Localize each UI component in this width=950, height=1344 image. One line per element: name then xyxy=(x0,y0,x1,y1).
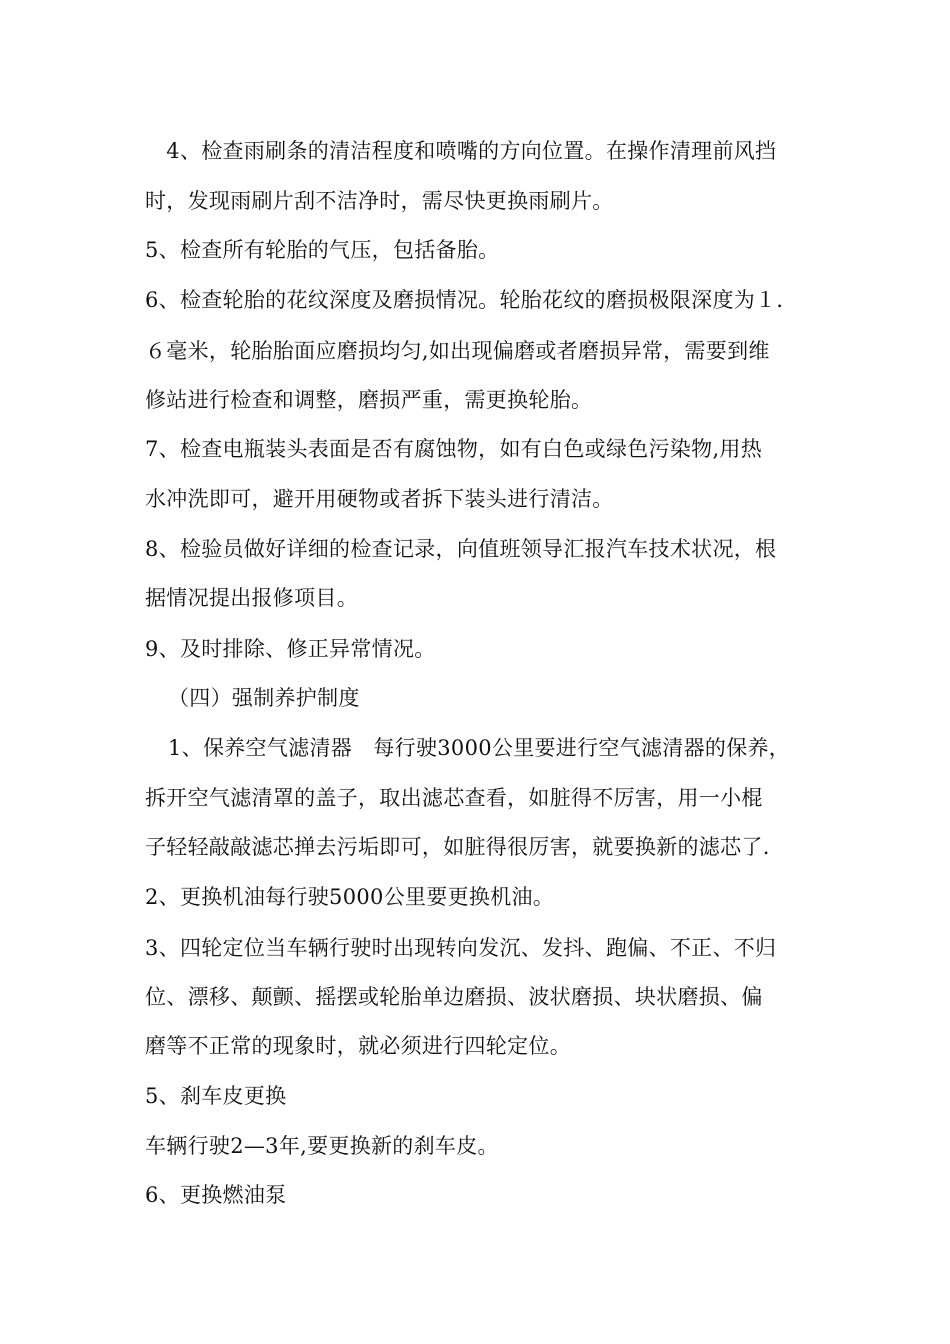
paragraph-line-11: 9、及时排除、修正异常情况。 xyxy=(145,637,436,661)
paragraph-line-16: 2、更换机油每行驶5000公里要更换机油。 xyxy=(145,885,555,909)
paragraph-line-14: 拆开空气滤清罩的盖子，取出滤芯查看，如脏得不厉害，用一小棍 xyxy=(145,786,763,810)
paragraph-line-20: 5、刹车皮更换 xyxy=(145,1084,287,1108)
paragraph-line-21: 车辆行驶2—3年,要更换新的刹车皮。 xyxy=(145,1134,499,1158)
paragraph-line-10: 据情况提出报修项目。 xyxy=(145,586,358,610)
paragraph-line-8: 水冲洗即可，避开用硬物或者拆下装头进行清洁。 xyxy=(145,487,614,511)
paragraph-line-3: 5、检查所有轮胎的气压，包括备胎。 xyxy=(145,238,500,262)
paragraph-line-1: 4、检查雨刷条的清洁程度和喷嘴的方向位置。在操作清理前风挡 xyxy=(145,139,777,163)
paragraph-line-13: 1、保养空气滤清器 每行驶3000公里要进行空气滤清器的保养， xyxy=(168,736,791,760)
paragraph-line-15: 子轻轻敲敲滤芯掸去污垢即可，如脏得很厉害，就要换新的滤芯了. xyxy=(145,835,770,859)
paragraph-line-2: 时，发现雨刷片刮不洁净时，需尽快更换雨刷片。 xyxy=(145,189,614,213)
section-heading: （四）强制养护制度 xyxy=(168,686,360,710)
paragraph-line-22: 6、更换燃油泵 xyxy=(145,1183,287,1207)
paragraph-line-6: 修站进行检查和调整，磨损严重，需更换轮胎。 xyxy=(145,388,593,412)
paragraph-line-19: 磨等不正常的现象时，就必须进行四轮定位。 xyxy=(145,1034,571,1058)
paragraph-line-7: 7、检查电瓶装头表面是否有腐蚀物，如有白色或绿色污染物,用热 xyxy=(145,437,763,461)
paragraph-line-5: ６毫米，轮胎胎面应磨损均匀,如出现偏磨或者磨损异常，需要到维 xyxy=(145,339,770,363)
paragraph-line-17: 3、四轮定位当车辆行驶时出现转向发沉、发抖、跑偏、不正、不归 xyxy=(145,936,777,960)
paragraph-line-9: 8、检验员做好详细的检查记录，向值班领导汇报汽车技术状况，根 xyxy=(145,537,777,561)
paragraph-line-18: 位、漂移、颠颤、摇摆或轮胎单边磨损、波状磨损、块状磨损、偏 xyxy=(145,985,763,1009)
paragraph-line-4: 6、检查轮胎的花纹深度及磨损情况。轮胎花纹的磨损极限深度为１． xyxy=(145,288,798,312)
